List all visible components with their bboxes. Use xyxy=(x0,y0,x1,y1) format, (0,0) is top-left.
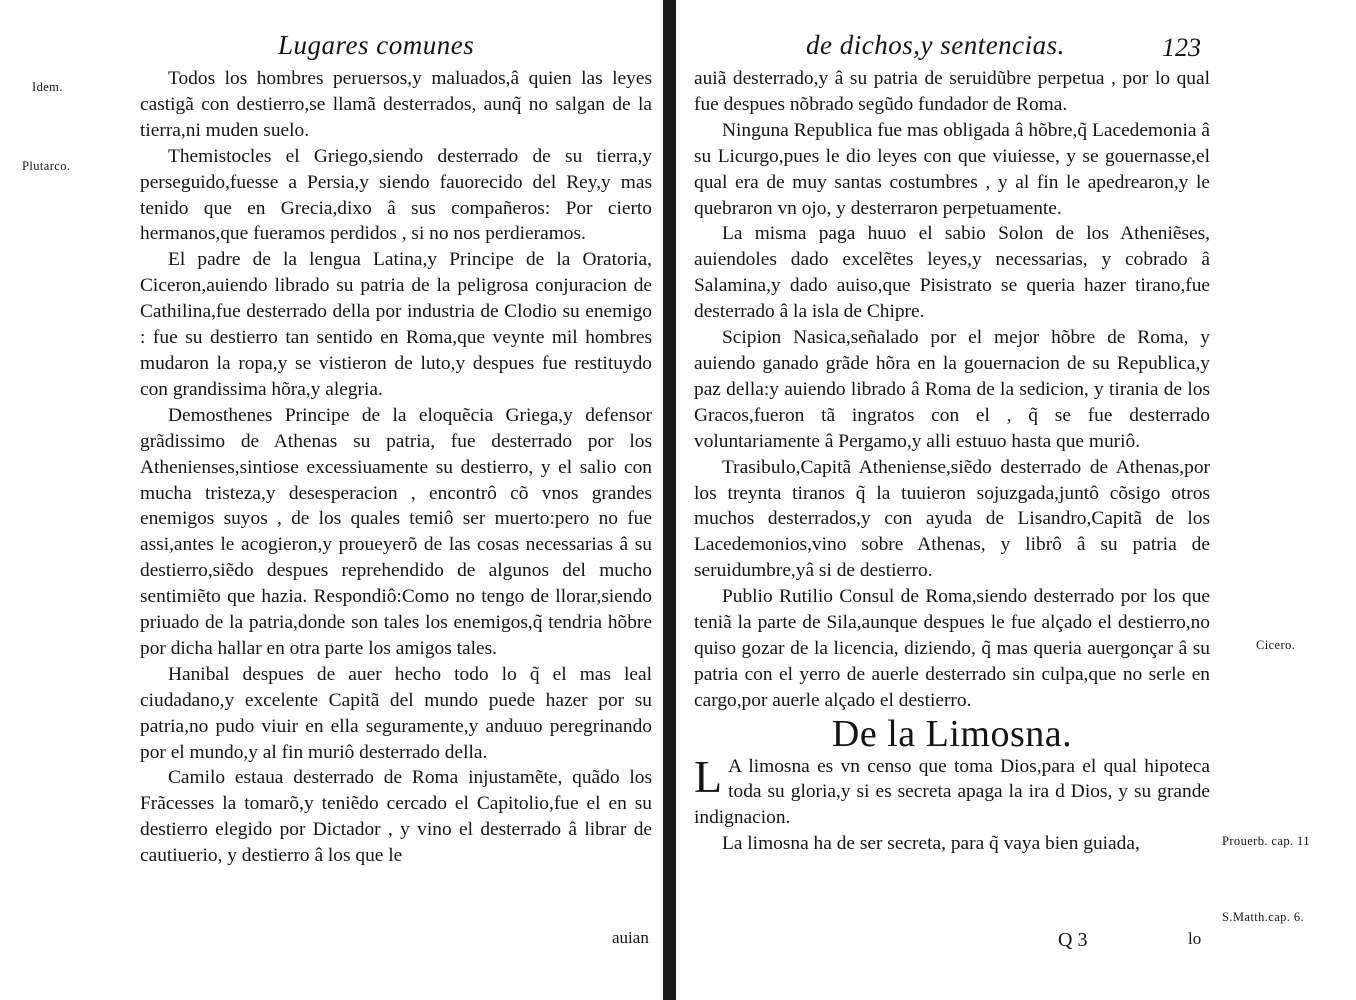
paragraph: Hanibal despues de auer hecho todo lo q̃ el mas leal ciudadano,y excelente Capitã del mundo puede hazer por su patria,no pudo viuir en ella seguramente,y anduuo peregrinando por el mundo,y al fin muriô desterrado della. xyxy=(140,663,652,763)
margin-note-prouerb: Prouerb. cap. 11 xyxy=(1222,834,1310,848)
right-text-column xyxy=(694,66,1210,857)
book-gutter xyxy=(663,0,676,1000)
paragraph: Scipion Nasica,señalado por el mejor hõbre de Roma, y auiendo ganado grãde hõra en la gouernacion de su Republica,y paz della:y auiendo librado â Roma de la sedicion, y tirania de los Gracos,fueron tã ingratos con el , q̃ se fue desterrado voluntariamente â Pergamo,y alli estuuo hasta que muriô. xyxy=(694,327,1210,452)
margin-note-cicero: Cicero. xyxy=(1256,638,1296,652)
paragraph: La misma paga huuo el sabio Solon de los Atheniẽses, auiendoles dado excelẽtes leyes,y necessarias, y cobrado â Salamina,y dado auiso,que Pisistrato se queria hazer tirano,fue desterrado â la isla de Chipre. xyxy=(694,223,1210,323)
left-page xyxy=(0,0,662,1000)
paragraph: Publio Rutilio Consul de Roma,siendo desterrado por los que teniã la parte de Sila,aunque despues le fue alçado el destierro,no quiso gozar de la licencia, diziendo, q̃ mas queria auergonçar â su patria con el yerro de auerle desterrado sin culpa,que no serle en cargo,por auerle alçado el destierro. xyxy=(694,586,1210,711)
right-catchword: lo xyxy=(1188,929,1202,948)
paragraph xyxy=(694,750,1210,832)
paragraph: Todos los hombres peruersos,y maluados,â quien las leyes castigã con destierro,se llamã desterrados, aunq̃ no salgan de la tierra,ni muden suelo. xyxy=(140,68,652,141)
right-page xyxy=(678,0,1356,1000)
drop-cap: L xyxy=(694,750,723,802)
margin-note-matth: S.Matth.cap. 6. xyxy=(1222,910,1305,924)
left-text-column xyxy=(140,66,652,869)
signature-mark: Q 3 xyxy=(1058,929,1088,951)
paragraph: Themistocles el Griego,siendo desterrado de su tierra,y perseguido,fuesse a Persia,y siendo fauorecido del Rey,y mas tenido que en Grecia,dixo â sus compañeros: Por cierto hermanos,que fueramos perdidos , si no nos perdieramos. xyxy=(140,145,652,245)
paragraph: Demosthenes Principe de la eloquẽcia Griega,y defensor grãdissimo de Athenas su patria, fue desterrado por los Athenienses,sintiose excessiuamente su destierro, y el salio con mucha tristeza,y desesperacion , encontrô cõ vnos grandes enemigos suyos , de los quales temiô ser muerto:pero no fue assi,antes le acogieron,y proueyerõ de las cosas necessarias â su destierro,siẽdo despues reprehendido de algunos del mucho sentimiẽto que hazia. Respondiô:Como no tengo de llorar,siendo priuado de la patria,donde son tales los enemigos,q̃ tendria hõbre por dicha hallar en otra parte los amigos tales. xyxy=(140,404,652,659)
paragraph: La limosna ha de ser secreta, para q̃ vaya bien guiada, xyxy=(722,833,1140,855)
section-title: De la Limosna. xyxy=(831,712,1073,755)
paragraph-text: A limosna es vn censo que toma Dios,para el qual hipoteca toda su gloria,y si es secreta apaga la ira d Dios, y su grande indignacion. xyxy=(694,755,1210,829)
paragraph: El padre de la lengua Latina,y Principe de la Oratoria, Ciceron,auiendo librado su patria de la peligrosa conjuracion de Cathilina,fue desterrado della por industria de Clodio su enemigo : fue su destierro tan sentido en Roma,que veynte mil hombres mudaron la ropa,y se vistieron de luto,y despues fue restituydo con grandissima hõra,y alegria. xyxy=(140,249,652,400)
margin-note-idem: Idem. xyxy=(32,80,63,94)
margin-note-plutarco: Plutarco. xyxy=(22,159,71,173)
paragraph: auiã desterrado,y â su patria de seruidũbre perpetua , por lo qual fue despues nõbrado segũdo fundador de Roma. xyxy=(694,68,1210,115)
right-running-header: de dichos,y sentencias. xyxy=(806,30,1065,60)
left-catchword: auian xyxy=(612,928,649,947)
paragraph: Camilo estaua desterrado de Roma injustamẽte, quãdo los Frãcesses la tomarõ,y teniẽdo cercado el Capitolio,fue el en su destierro elegido por Dictador , y vino el desterrado â librar de cautiuerio, y destierro â los que le xyxy=(140,767,652,867)
page-number: 123 xyxy=(1162,33,1201,62)
paragraph: Ninguna Republica fue mas obligada â hõbre,q̃ Lacedemonia â su Licurgo,pues le dio leyes con que viuiesse, y se gouernasse,el qual era de muy santas costumbres , y al fin le apedrearon,y le quebraron vn ojo, y desterraron perpetuamente. xyxy=(694,119,1210,219)
paragraph: Trasibulo,Capitã Atheniense,siẽdo desterrado de Athenas,por los treynta tiranos q̃ la tuuieron sojuzgada,juntô cõsigo otros muchos desterrados,y con ayuda de Lisandro,Capitã de los Lacedemonios,vino sobre Athenas, y librô â su patria de seruidumbre,yâ si de destierro. xyxy=(694,456,1210,582)
left-running-header: Lugares comunes xyxy=(278,30,475,60)
